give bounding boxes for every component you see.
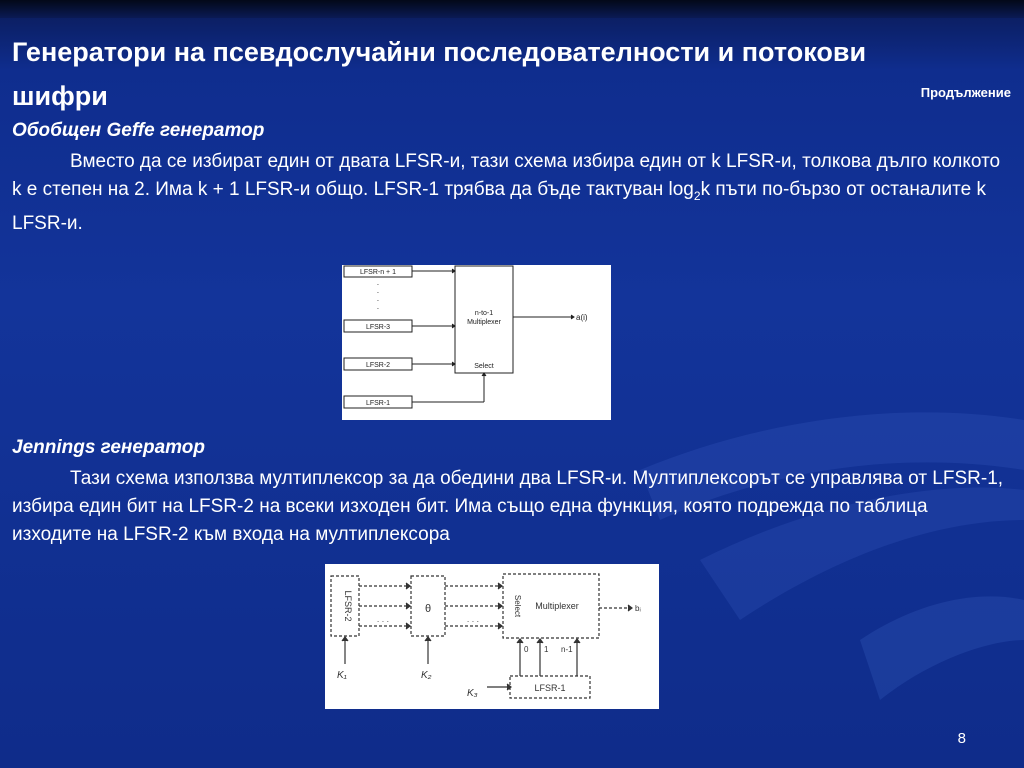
svg-text:·: · [376, 280, 380, 289]
jennings-diagram [325, 564, 659, 709]
svg-text:· · ·: · · · [376, 617, 390, 626]
top-bar [0, 0, 1024, 18]
select-0: 0 [524, 645, 529, 654]
geffe-paragraph [12, 148, 1012, 238]
svg-text:·: · [376, 304, 380, 313]
lfsr-2-label: LFSR-2 [343, 590, 353, 622]
geffe-text-2: k пъти по-бързо от останалите k LFSR-и. [12, 179, 986, 234]
jennings-paragraph [12, 465, 1012, 549]
lfsr-2-label: LFSR-2 [365, 362, 391, 369]
page-number: 8 [957, 730, 966, 747]
select-label: Select [474, 363, 494, 370]
mux-label-2: Multiplexer [467, 319, 501, 326]
select-1: 1 [544, 645, 549, 654]
k1-label: K₁ [337, 670, 347, 681]
geffe-text-1: Вместо да се избират един от двата LFSR-и, тази схема избира един от k LFSR-и, толкова дълго колкото k е степен на 2. Има k + 1 LFSR-и общо. LFSR-1 трябва да бъде тактуван log [12, 151, 1001, 200]
slide-title: Генератори на псевдослучайни последователности и потокови шифри [12, 37, 867, 111]
theta-label: θ [424, 603, 432, 615]
geffe-heading: Обобщен Geffe генератор [12, 120, 265, 141]
geffe-subscript: 2 [693, 188, 701, 203]
lfsr-1-label: LFSR-1 [365, 400, 391, 407]
lfsr-top-label: LFSR-n + 1 [360, 269, 396, 276]
jennings-text: Тази схема използва мултиплексор за да обедини два LFSR-и. Мултиплексорът се управлява от LFSR-1, избира един бит на LFSR-2 на всеки изходен бит. Има също една функция, която подрежда по таблица изходите на LFSR-2 към входа на мултиплексора [12, 468, 1004, 545]
select-n: n-1 [561, 645, 573, 654]
k3-label: K₃ [467, 688, 478, 699]
k2-label: K₂ [421, 670, 432, 681]
select-label: Select [513, 594, 522, 618]
svg-text:· · ·: · · · [466, 617, 480, 626]
multiplexer-label: Multiplexer [535, 601, 579, 611]
continuation-label: Продължение [920, 85, 1011, 100]
jennings-heading: Jennings генератор [12, 437, 205, 458]
geffe-diagram [342, 265, 611, 420]
output-label: a(i) [576, 313, 588, 322]
lfsr-3-label: LFSR-3 [365, 324, 391, 331]
svg-text:·: · [376, 296, 380, 305]
output-label: bᵢ [635, 604, 641, 613]
svg-text:·: · [376, 288, 380, 297]
mux-label-1: n-to-1 [474, 310, 494, 317]
lfsr-1-label: LFSR-1 [534, 683, 566, 693]
